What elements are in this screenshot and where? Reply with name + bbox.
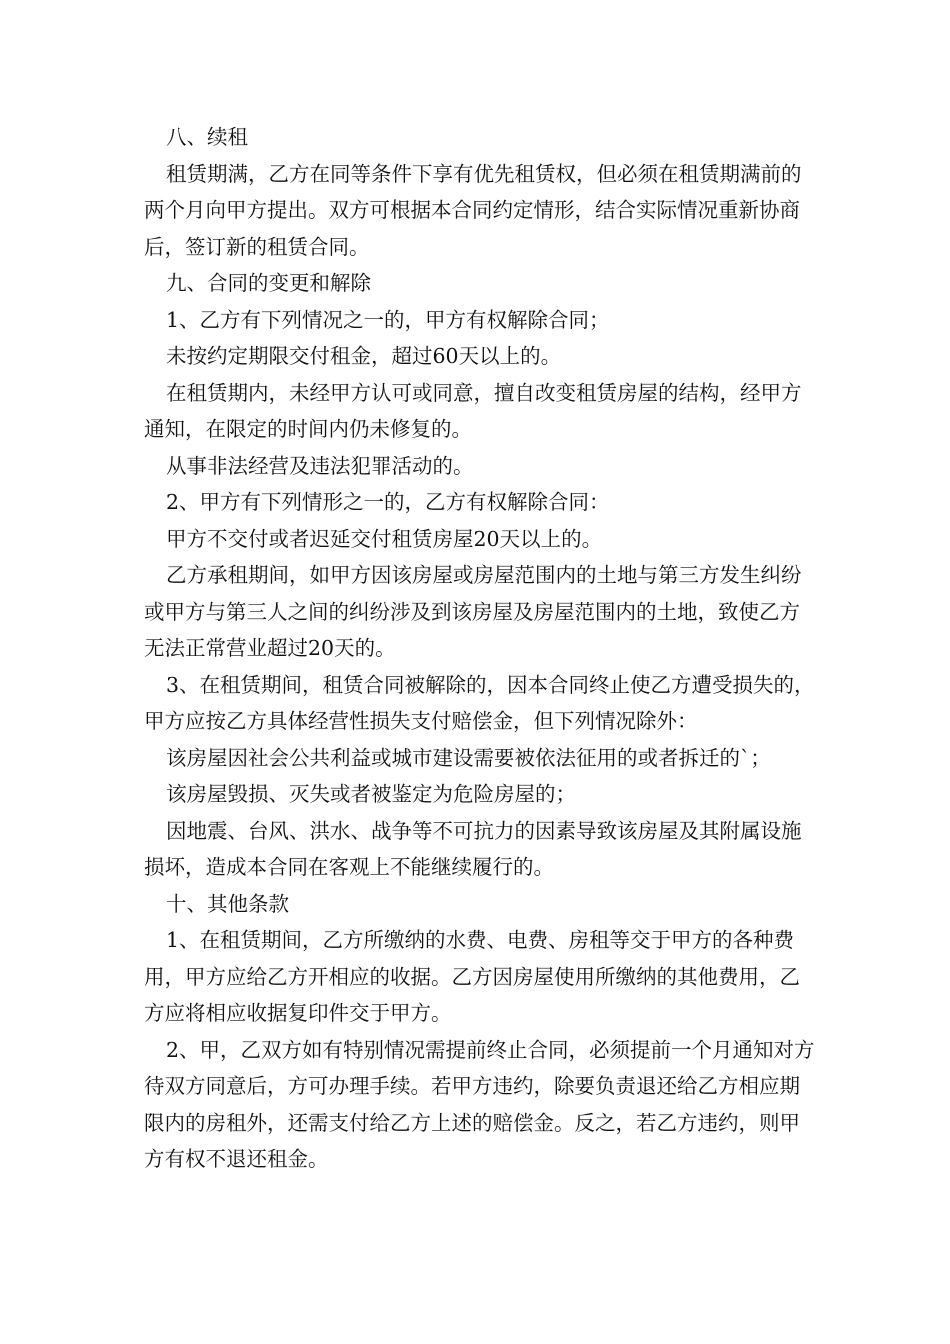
paragraph-clause-1a: 未按约定期限交付租金，超过60天以上的。 <box>166 344 562 368</box>
paragraph-clause-2a: 甲方不交付或者迟延交付租赁房屋20天以上的。 <box>166 526 603 551</box>
section-heading-renewal: 八、续租 <box>166 125 248 149</box>
paragraph-other-1: 1、在租赁期间，乙方所缴纳的水费、电费、房租等交于甲方的各种费用，甲方应给乙方开相应的收据。乙方因房屋使用所缴纳的其他费用，乙方应将相应收据复印件交于甲方。 <box>144 928 800 1025</box>
section-heading-other-terms: 十、其他条款 <box>166 891 289 916</box>
paragraph-clause-2: 2、甲方有下列情形之一的，乙方有权解除合同： <box>166 490 610 514</box>
paragraph-clause-1c: 从事非法经营及违法犯罪活动的。 <box>166 453 474 478</box>
paragraph-clause-3: 3、在租赁期间，租赁合同被解除的，因本合同终止使乙方遭受损失的，甲方应按乙方具体经营性损失支付赔偿金，但下列情况除外： <box>144 672 815 733</box>
paragraph-clause-1b: 在租赁期内，未经甲方认可或同意，擅自改变租赁房屋的结构，经甲方通知，在限定的时间内仍未修复的。 <box>144 380 802 441</box>
section-heading-change-termination: 九、合同的变更和解除 <box>166 271 371 295</box>
paragraph-clause-2b: 乙方承租期间，如甲方因该房屋或房屋范围内的土地与第三方发生纠纷或甲方与第三人之间的纠纷涉及到该房屋及房屋范围内的土地，致使乙方无法正常营业超过20天的。 <box>144 563 802 660</box>
paragraph-clause-3b: 该房屋毁损、灭失或者被鉴定为危险房屋的； <box>166 782 576 806</box>
paragraph-other-2: 2、甲，乙双方如有特别情况需提前终止合同，必须提前一个月通知对方待双方同意后，方可办理手续。若甲方违约，除要负责退还给乙方相应期限内的房租外，还需支付给乙方上述的赔偿金。反之，若乙方违约，则甲方有权不退还租金。 <box>144 1037 815 1171</box>
document-body <box>144 119 820 1178</box>
paragraph-clause-3a: 该房屋因社会公共利益或城市建设需要被依法征用的或者拆迁的`； <box>166 745 771 770</box>
paragraph-clause-1: 1、乙方有下列情况之一的，甲方有权解除合同； <box>166 307 610 332</box>
paragraph-renewal: 租赁期满，乙方在同等条件下享有优先租赁权，但必须在租赁期满前的两个月向甲方提出。双方可根据本合同约定情形，结合实际情况重新协商后，签订新的租赁合同。 <box>144 161 802 259</box>
paragraph-clause-3c: 因地震、台风、洪水、战争等不可抗力的因素导致该房屋及其附属设施损坏，造成本合同在客观上不能继续履行的。 <box>144 818 802 879</box>
